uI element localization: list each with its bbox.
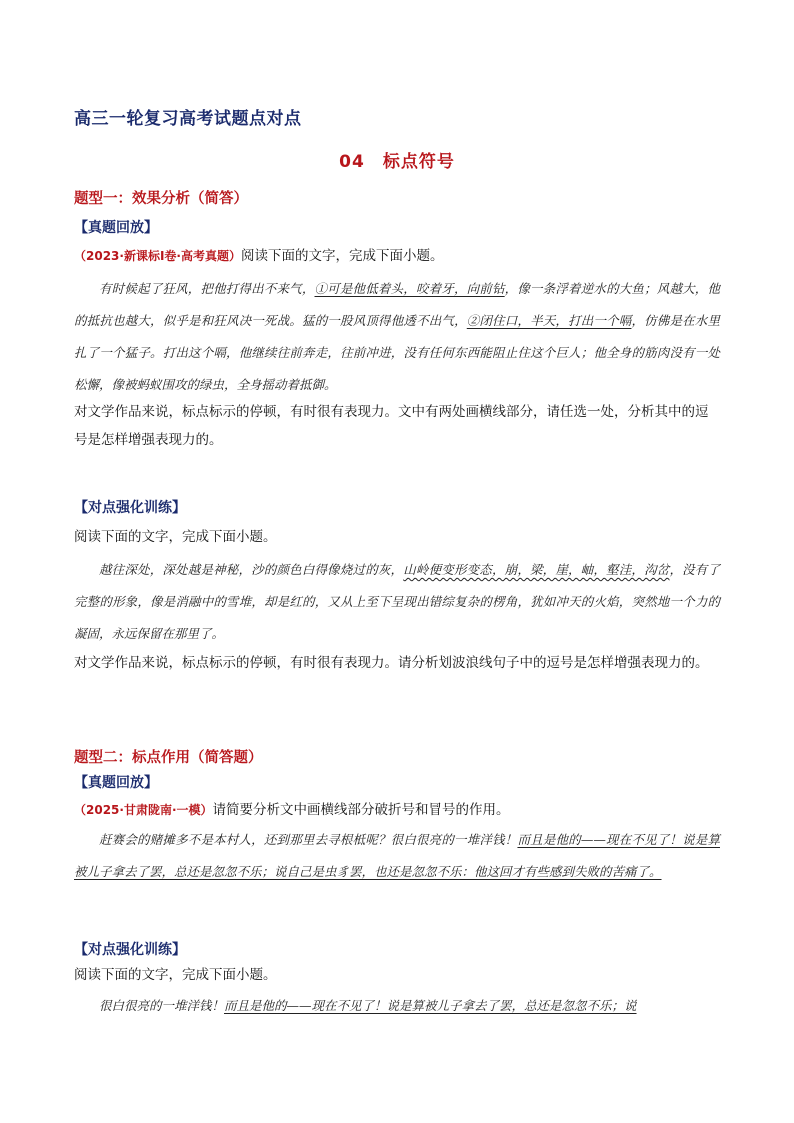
practice-question-1: 对文学作品来说，标点标示的停顿，有时很有表现力。请分析划波浪线句子中的逗号是怎样增强表现力的。 [74,655,709,671]
real-exam-tag-1: 【真题回放】 [74,220,158,236]
question-type-heading-1: 题型一：效果分析（简答） [74,191,248,207]
underlined-sentence-3: 而且是他的——现在不见了！说是算被儿子拿去了罢，总还是忽忽不乐；说自己是虫豸罢，也还是忽忽不乐：他这回才有些感到失败的苦痛了。 [74,832,720,879]
chapter-name: 标点符号 [382,152,455,172]
underlined-sentence-2: ②闭住口，半天，打出一个嗝 [466,313,632,328]
passage-1-text: ，像一条浮着逆水的大鱼；风越大，他的抵抗也越大，似乎是和狂风决一死战。猛的一股风顶得他透不出气， [74,281,720,328]
practice-passage-2-text: 很白很亮的一堆洋钱！ [99,998,225,1013]
practice-instruction-1: 阅读下面的文字，完成下面小题。 [74,529,277,545]
practice-passage-2 [74,990,720,1022]
passage-1-text: ，仿佛是在水里扎了一个猛子。打出这个嗝，他继续往前奔走，往前冲进，没有任何东西能阻止住这个巨人；他全身的筋肉没有一处松懈，像被蚂蚁围攻的绿虫，全身摇动着抵御。 [74,313,720,392]
underlined-sentence-4: 而且是他的——现在不见了！说是算被儿子拿去了罢，总还是忽忽不乐；说 [224,998,637,1013]
passage-1 [74,273,720,401]
series-title: 高三一轮复习高考试题点对点 [74,109,302,129]
real-exam-tag-2: 【真题回放】 [74,775,158,791]
practice-passage-1-text: 越往深处，深处越是神秘，沙的颜色白得像烧过的灰， [99,562,404,577]
real-exam-source-line-1 [74,246,443,266]
question-type-heading-2: 题型二：标点作用（简答题） [74,750,263,766]
underlined-sentence-1: ①可是他低着头，咬着牙，向前钻 [314,281,505,296]
practice-tag-1: 【对点强化训练】 [74,500,186,516]
instruction-2: 请简要分析文中画横线部分破折号和冒号的作用。 [212,802,510,818]
practice-passage-1-text: ，没有了完整的形象，像是消融中的雪堆，却是红的，又从上至下呈现出错综复杂的楞角，犹如冲天的火焰，突然地一个力的凝固，永远保留在那里了。 [74,562,720,641]
passage-1-text: 有时候起了狂风，把他打得出不来气， [99,281,315,296]
passage-2-text: 赶赛会的赌摊多不是本村人，还到那里去寻根柢呢？很白很亮的一堆洋钱！ [99,832,518,847]
exam-source-2: （2025·甘肃陇南·一模） [74,803,213,817]
chapter-number: 04 [339,152,365,172]
exam-source-1: （2023·新课标Ⅰ卷·高考真题） [74,249,241,263]
practice-tag-2: 【对点强化训练】 [74,942,186,958]
real-exam-source-line-2 [74,800,510,820]
chapter-title [0,147,794,172]
wavy-underlined-sentence: 山岭便变形变态，崩，梁，崖，岫，壑洼，沟岔 [403,562,670,577]
question-1: 对文学作品来说，标点标示的停顿，有时很有表现力。文中有两处画横线部分，请任选一处，分析其中的逗号是怎样增强表现力的。 [74,404,709,448]
practice-passage-1 [74,554,720,650]
passage-2 [74,824,720,888]
instruction-1: 阅读下面的文字，完成下面小题。 [240,248,444,264]
practice-instruction-2: 阅读下面的文字，完成下面小题。 [74,967,277,983]
